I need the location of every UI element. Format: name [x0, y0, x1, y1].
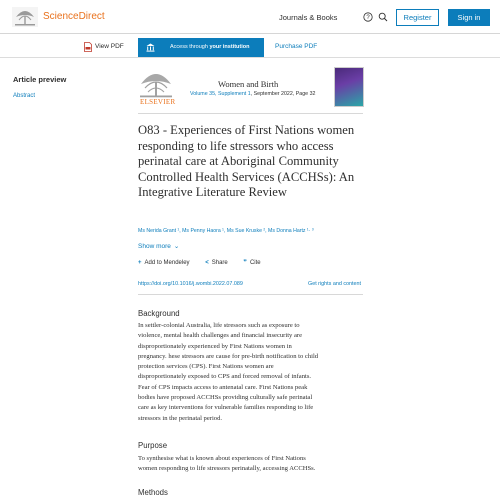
article-title: O83 - Experiences of First Nations women responding to life stressors who access perinatal care at Aboriginal Community Controlled Health Services (ACCHSs): An Integrative Literature Review: [138, 123, 355, 200]
chevron-down-icon: ⌄: [173, 243, 180, 250]
top-header: [0, 0, 500, 34]
share-button[interactable]: < Share: [205, 260, 228, 266]
elsevier-logo-icon[interactable]: [138, 68, 174, 98]
section-heading-background: Background: [138, 309, 180, 318]
article-actions: [138, 259, 275, 266]
doi-link[interactable]: https://doi.org/10.1016/j.wombi.2022.07.089: [138, 281, 243, 287]
journal-cover-image[interactable]: [334, 67, 364, 107]
section-heading-purpose: Purpose: [138, 441, 168, 450]
show-more-button[interactable]: Show more ⌄: [138, 243, 180, 250]
share-icon: <: [205, 260, 209, 266]
elsevier-tree-logo-icon[interactable]: [12, 7, 38, 27]
quote-icon: ❞: [243, 260, 247, 266]
cite-button[interactable]: ❞ Cite: [243, 260, 261, 266]
section-body-purpose: To synthesise what is known about experiences of First Nations women responding to life stressors perinatally, accessing ACCHSs.: [138, 455, 316, 473]
section-body-background: In settler-colonial Australia, life stressors such as exposure to violence, mental health challenges and financial insecurity are disproportionately experienced by First Nations women in pregnancy. hese stressors are cause for pre-birth notification to child protection services (CPS). First Nations women are disproportionately exposed to CPS and forced removal of infants. Fear of CPS impacts access to antenatal care. First Nations peak bodies have proposed ACCHSs providing culturally safe perinatal care as key interventions for vulnerable families responding to life stressors in the perinatal period.: [138, 322, 319, 422]
brand-name[interactable]: ScienceDirect: [43, 11, 105, 22]
help-icon[interactable]: [363, 12, 373, 22]
divider: [138, 113, 363, 114]
purchase-pdf-link[interactable]: Purchase PDF: [275, 43, 318, 50]
publisher-wordmark: ELSEVIER: [140, 98, 176, 106]
sidebar-item-abstract[interactable]: Abstract: [13, 93, 36, 99]
view-pdf-link[interactable]: View PDF: [95, 43, 124, 50]
journal-volume: Volume 35, Supplement 1, September 2022, Page 32: [190, 91, 316, 97]
register-button[interactable]: Register: [396, 9, 439, 26]
article-preview-heading: Article preview: [13, 75, 67, 84]
rights-link[interactable]: Get rights and content: [308, 281, 362, 287]
divider: [138, 294, 363, 295]
journals-books-link[interactable]: Journals & Books: [279, 13, 338, 22]
section-heading-methods: Methods: [138, 488, 168, 497]
access-institution-label: Access through your institution: [170, 44, 250, 50]
volume-link[interactable]: Volume 35, Supplement 1: [190, 91, 251, 97]
institution-icon: [146, 43, 155, 52]
author-list[interactable]: Ms Nerida Grant ¹, Ms Penny Haora ¹, Ms Sue Kruske ², Ms Donna Hartz ¹· ³: [138, 228, 314, 234]
pdf-icon: [84, 42, 92, 52]
sign-in-button[interactable]: Sign in: [448, 9, 490, 26]
plus-icon: +: [138, 260, 142, 266]
access-institution-button[interactable]: [138, 38, 264, 57]
svg-text:?: ?: [366, 15, 370, 22]
search-icon[interactable]: [378, 12, 388, 22]
journal-title-link[interactable]: Women and Birth: [218, 79, 279, 89]
add-to-mendeley-button[interactable]: + Add to Mendeley: [138, 260, 190, 266]
